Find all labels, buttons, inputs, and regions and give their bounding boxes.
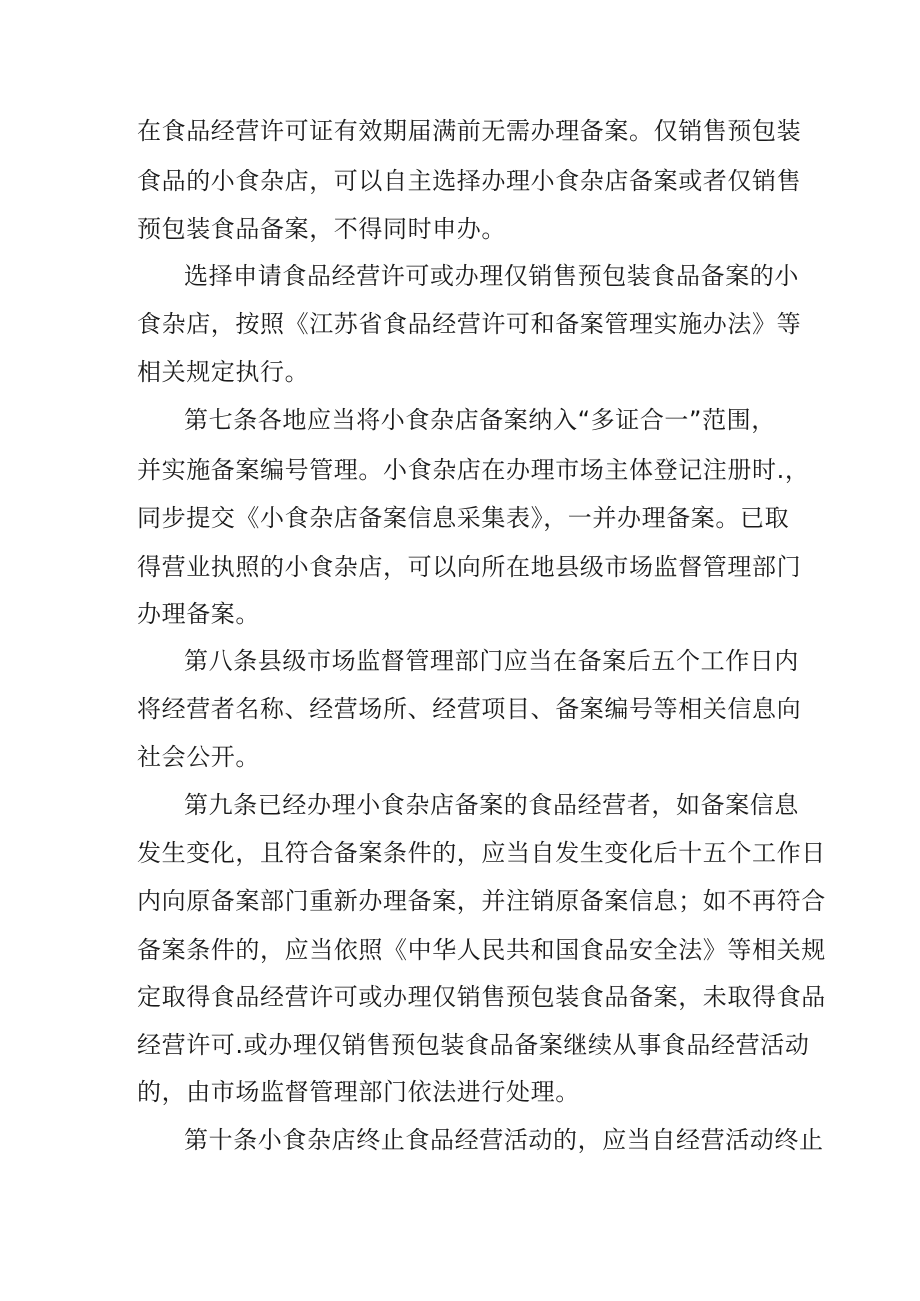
text-line: 经营许可.或办理仅销售预包装食品备案继续从事食品经营活动 — [137, 1031, 810, 1059]
text-line: 相关规定执行。 — [137, 358, 310, 386]
text-line: 备案条件的，应当依照《中华人民共和国食品安全法》等相关规 — [137, 936, 826, 964]
text-line: 并实施备案编号管理。小食杂店在办理市场主体登记注册时.， — [137, 456, 810, 484]
text-line: 的，由市场监督管理部门依法进行处理。 — [137, 1078, 580, 1106]
text-line: 食品的小食杂店，可以自主选择办理小食杂店备案或者仅销售 — [137, 167, 802, 195]
text-line: 在食品经营许可证有效期届满前无需办理备案。仅销售预包装 — [137, 117, 802, 145]
article-7-heading-line: 第七条各地应当将小食杂店备案纳入“多证合一”范围， — [184, 406, 776, 434]
text-line: 预包装食品备案，不得同时申办。 — [137, 215, 506, 243]
text-line: 同步提交《小食杂店备案信息采集表》，一并办理备案。已取 — [137, 504, 790, 532]
text-line: 内向原备案部门重新办理备案，并注销原备案信息；如不再符合 — [137, 887, 826, 915]
text-line: 社会公开。 — [137, 743, 260, 771]
text-line: 将经营者名称、经营场所、经营项目、备案编号等相关信息向 — [137, 695, 802, 723]
text-line: 定取得食品经营许可或办理仅销售预包装食品备案，未取得食品 — [137, 983, 826, 1011]
paragraph-first-line: 选择申请食品经营许可或办理仅销售预包装食品备案的小 — [184, 262, 799, 290]
article-9-heading-line: 第九条已经办理小食杂店备案的食品经营者，如备案信息 — [184, 791, 799, 819]
text-line: 食杂店，按照《江苏省食品经营许可和备案管理实施办法》等 — [137, 310, 802, 338]
text-line: 办理备案。 — [137, 600, 260, 628]
article-10-heading-line: 第十条小食杂店终止食品经营活动的，应当自经营活动终止 — [184, 1126, 824, 1154]
article-8-heading-line: 第八条县级市场监督管理部门应当在备案后五个工作日内 — [184, 647, 799, 675]
text-line: 得营业执照的小食杂店，可以向所在地县级市场监督管理部门 — [137, 553, 802, 581]
text-line: 发生变化，且符合备案条件的，应当自发生变化后十五个工作日 — [137, 839, 826, 867]
